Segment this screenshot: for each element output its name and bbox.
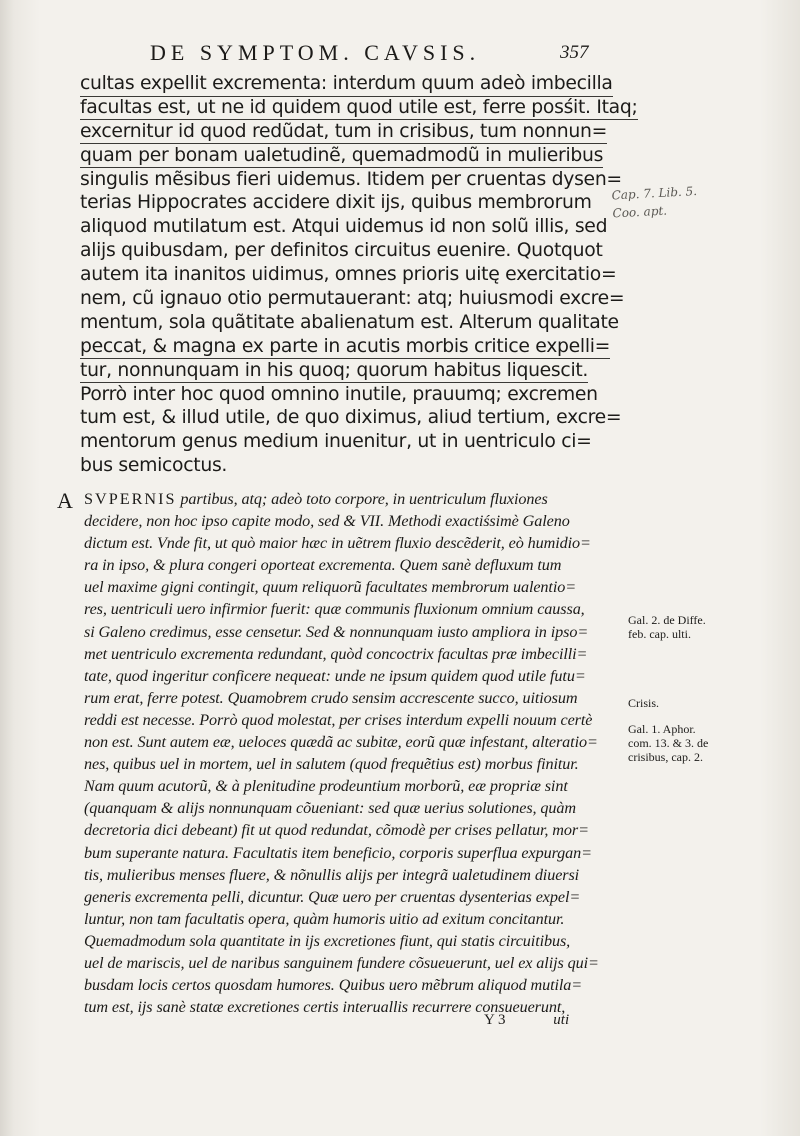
text-line xyxy=(80,454,610,478)
italic-text-line xyxy=(84,974,614,996)
italic-text-line xyxy=(84,775,614,797)
line-text: decretoria dici debeant) fit ut quod redundat, cõmodè per crises pellatur, mor= xyxy=(84,821,589,840)
italic-text-line xyxy=(84,510,614,532)
line-text: si Galeno credimus, esse censetur. Sed & nonnunquam iusto ampliora in ipso= xyxy=(84,622,589,641)
handwritten-note-line: Cap. 7. Lib. 5. xyxy=(611,183,698,203)
italic-text-line xyxy=(84,930,614,952)
italic-text-line xyxy=(84,731,614,753)
page-number: 357 xyxy=(560,42,589,63)
text-line xyxy=(80,311,619,335)
text-line xyxy=(80,191,610,215)
text-line xyxy=(80,430,610,454)
italic-text-line xyxy=(84,621,614,643)
italic-text-line xyxy=(84,665,614,687)
line-text: non est. Sunt autem eæ, ueloces quædã ac subitæ, eorũ quæ infestant, alteratio= xyxy=(84,733,598,752)
italic-text-line xyxy=(84,532,614,554)
text-line xyxy=(80,144,610,168)
text-line xyxy=(80,263,617,287)
line-text: partibus, atq; adeò toto corpore, in uentriculum fluxiones xyxy=(176,490,548,508)
italic-text-line xyxy=(84,797,614,819)
main-text-block xyxy=(80,72,638,478)
running-title: DE SYMPTOM. CAVSIS. xyxy=(150,40,481,65)
line-text: uel de mariscis, uel de naribus sanguinem fundere cõsueuerunt, uel ex alijs qui= xyxy=(84,953,599,972)
side-note-3 xyxy=(628,722,788,764)
italic-text-line xyxy=(84,842,614,864)
italic-text-line xyxy=(84,952,614,974)
line-text: tum est, ijs sanè statæ excretiones certis interuallis recurrere consueuerunt, xyxy=(84,998,566,1017)
underlined-line-text: cultas expellit excrementa: interdum quum adeò imbecilla xyxy=(80,73,613,97)
line-text: alijs quibusdam, per definitos circuitus euenire. Quotquot xyxy=(80,240,603,262)
line-text: Porrò inter hoc quod omnino inutile, prauumq; excremen xyxy=(80,383,598,405)
line-text: singulis mẽsibus fieri uidemus. Itidem per cruentas dysen= xyxy=(80,168,622,190)
line-text: mentorum genus medium inuenitur, ut in uentriculo ci= xyxy=(80,431,592,453)
side-note-line: Gal. 1. Aphor. xyxy=(628,722,696,736)
line-text: nem, cũ ignauo otio permutauerant: atq; huiusmodi excre= xyxy=(80,288,625,310)
text-line xyxy=(80,168,622,192)
text-line xyxy=(80,359,610,383)
side-note-line: Crisis. xyxy=(628,696,660,710)
line-text: tate, quod ingeritur conficere nequeat: unde ne ipsum quidem quod utile futu= xyxy=(84,666,586,685)
side-note-1 xyxy=(628,613,788,641)
italic-text-line xyxy=(84,598,614,620)
line-text: met uentriculo excrementa redundant, quòd concoctrix facultas præ imbecilli= xyxy=(84,644,588,663)
page-footer xyxy=(484,1012,624,1029)
text-line xyxy=(80,120,610,144)
underlined-line-text: facultas est, ut ne id quidem quod utile est, ferre posśit. Itaq; xyxy=(80,97,638,121)
underlined-line-text: quam per bonam ualetudinẽ, quemadmodũ in mulieribus xyxy=(80,145,603,169)
side-note-line: com. 13. & 3. de xyxy=(628,736,709,750)
italic-text-line xyxy=(84,576,614,598)
line-text: tum est, & illud utile, de quo diximus, aliud tertium, excre= xyxy=(80,407,622,429)
line-text: reddi est necesse. Porrò quod molestat, per crises interdum expelli nouum certè xyxy=(84,710,593,729)
side-note-line: feb. cap. ulti. xyxy=(628,627,691,641)
text-line xyxy=(80,239,610,263)
section-letter: A xyxy=(57,488,73,513)
italic-text-line xyxy=(84,908,614,930)
italic-text-line xyxy=(84,819,614,841)
italic-text-block xyxy=(84,488,614,1018)
line-text: nes, quibus uel in mortem, uel in salutem (quod frequẽtius est) morbus finitur. xyxy=(84,755,579,774)
side-note-line: Gal. 2. de Diffe. xyxy=(628,613,706,627)
handwritten-note-line: Coo. apt. xyxy=(612,203,668,221)
line-text: res, uentriculi uero infirmior fuerit: quæ communis fluxionum omnium caussa, xyxy=(84,600,585,619)
text-line xyxy=(80,383,610,407)
line-text: Nam quum acutorũ, & à plenitudine prodeuntium morborũ, eæ propriæ sint xyxy=(84,777,568,796)
italic-text-line xyxy=(84,643,614,665)
line-text: decidere, non hoc ipso capite modo, sed & VII. Methodi exactiśsimè Galeno xyxy=(84,512,570,531)
line-text: ra in ipso, & plura congeri oporteat excrementa. Quem sanè defluxum tum xyxy=(84,556,562,575)
line-text: bus semicoctus. xyxy=(80,455,228,477)
side-note-2 xyxy=(628,696,788,710)
italic-text-line xyxy=(84,753,614,775)
underlined-line-text: peccat, & magna ex parte in acutis morbis critice expelli= xyxy=(80,336,610,360)
side-note-line: crisibus, cap. 2. xyxy=(628,750,703,764)
line-text: aliquod mutilatum est. Atqui uidemus id non solũ illis, sed xyxy=(80,216,608,238)
line-text: autem ita inanitos uidimus, omnes prioris uitę exercitatio= xyxy=(80,264,617,286)
line-text: generis excrementa pelli, dicuntur. Quæ uero per cruentas dysenterias expel= xyxy=(84,887,581,906)
text-line xyxy=(80,96,638,120)
italic-text-line xyxy=(84,886,614,908)
line-text: rum erat, ferre potest. Quamobrem crudo sensim accrescente succo, uitiosum xyxy=(84,688,578,707)
text-line xyxy=(80,72,613,96)
catchword: uti xyxy=(553,1012,570,1028)
italic-text-line xyxy=(84,864,614,886)
line-text: busdam locis certos quosdam humores. Quibus uero mẽbrum aliquod mutila= xyxy=(84,976,583,995)
italic-text-line xyxy=(84,709,614,731)
italic-text-line xyxy=(84,488,614,510)
line-text: terias Hippocrates accidere dixit ijs, quibus membrorum xyxy=(80,192,592,214)
line-text: Quemadmodum sola quantitate in ijs excretiones fiunt, qui statis circuitibus, xyxy=(84,931,571,950)
line-text: bum superante natura. Facultatis item beneficio, corporis superflua expurgan= xyxy=(84,843,592,862)
underlined-line-text: tur, nonnunquam in his quoq; quorum habitus liquescit. xyxy=(80,360,588,384)
text-line xyxy=(80,215,610,239)
italic-text-line xyxy=(84,687,614,709)
line-text: dictum est. Vnde fit, ut quò maior hæc in uẽtrem fluxio descẽderit, eò humidio= xyxy=(84,534,591,553)
small-caps-word: SVPERNIS xyxy=(84,490,177,508)
text-line xyxy=(80,335,610,359)
underlined-line-text: excernitur id quod redũdat, tum in crisibus, tum nonnun= xyxy=(80,121,607,145)
line-text: (quanquam & alijs nonnunquam cõueniant: sed quæ uerius solutiones, quàm xyxy=(84,799,576,818)
line-text: uel maxime gigni contingit, quum reliquorũ facultates membrorum ualentio= xyxy=(84,578,577,597)
line-text: tis, mulieribus menses fluere, & nõnullis alijs per integrã ualetudinem diuersi xyxy=(84,865,580,884)
signature-mark: Y 3 xyxy=(484,1012,506,1028)
italic-text-line xyxy=(84,554,614,576)
line-text: luntur, non tam facultatis opera, quàm humoris uitio ad exitum concitantur. xyxy=(84,909,565,928)
text-line xyxy=(80,287,625,311)
line-text: mentum, sola quãtitate abalienatum est. Alterum qualitate xyxy=(80,311,619,333)
text-line xyxy=(80,406,622,430)
